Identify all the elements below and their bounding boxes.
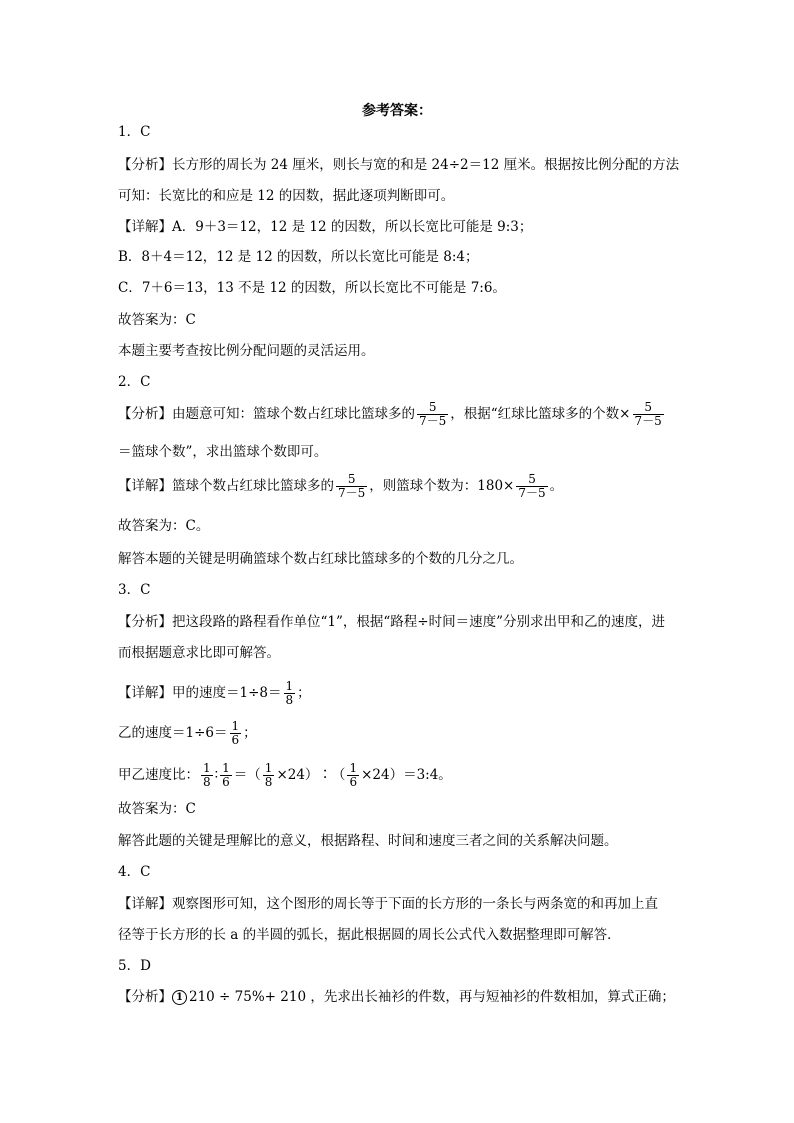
q4-detail-line2: 径等于长方形的长 a 的半圆的弧长，据此根据圆的周长公式代入数据整理即可解答．: [118, 927, 621, 943]
fraction: [417, 401, 448, 428]
q2-detail-text-a: 【详解】篮球个数占红球比篮球多的: [118, 478, 334, 494]
fraction: [201, 762, 213, 789]
q3-ratio-colon: ∶: [214, 767, 219, 783]
q3-detail-jia: [118, 680, 311, 707]
fraction-denominator: 6: [349, 775, 358, 789]
fraction-numerator: 1: [264, 761, 273, 775]
q2-detail-text-c: 。: [549, 478, 564, 494]
fraction-numerator: 1: [349, 761, 358, 775]
fraction-denominator: 7－5: [419, 414, 447, 428]
q3-ratio-eq: ＝（: [233, 767, 261, 783]
fraction-denominator: 8: [264, 775, 273, 789]
fraction: [284, 680, 296, 707]
fraction-denominator: 7－5: [338, 486, 366, 500]
circled-number-icon: 1: [172, 990, 187, 1005]
fraction-denominator: 8: [203, 775, 211, 789]
q5-number: 5．D: [118, 958, 151, 974]
fraction-denominator: 8: [285, 693, 294, 707]
q5-analysis-text: 210 ÷ 75%+ 210 ，先求出长袖衫的件数，再与短袖衫的件数相加，算式正确；: [189, 989, 675, 1005]
fraction: [633, 401, 664, 428]
q3-answer: 故答案为：C: [118, 801, 196, 817]
q1-analysis-line1: 【分析】长方形的周长为 24 厘米，则长与宽的和是 24÷2＝12 厘米。根据按比例分配的方法: [118, 157, 680, 173]
q3-ratio-label: 甲乙速度比：: [118, 767, 199, 783]
q3-detail-yi: [118, 720, 257, 747]
q2-detail-text-b: ，则篮球个数为：180×: [369, 478, 515, 494]
q1-analysis-line2: 可知：长宽比的和应是 12 的因数，据此逐项判断即可。: [118, 188, 455, 204]
fraction-numerator: 5: [528, 472, 536, 486]
fraction-denominator: 7－5: [634, 414, 662, 428]
q3-summary: 解答此题的关键是理解比的意义，根据路程、时间和速度三者之间的关系解决问题。: [118, 833, 618, 849]
fraction: [220, 762, 232, 789]
q3-yi-end: ；: [243, 725, 257, 741]
fraction-numerator: 5: [644, 400, 652, 414]
fraction-numerator: 5: [428, 400, 437, 414]
page-title: 参考答案：: [362, 103, 432, 119]
q2-analysis-text-a: 【分析】由题意可知：篮球个数占红球比篮球多的: [118, 406, 415, 422]
q3-jia-end: ；: [297, 685, 311, 701]
q1-detail-c: C．7＋6＝13，13 不是 12 的因数，所以长宽比不可能是 7:6。: [118, 280, 506, 296]
q3-number: 3．C: [118, 582, 151, 598]
q2-analysis-line2: ＝篮球个数”，求出篮球个数即可。: [118, 444, 328, 460]
q3-yi-text: 乙的速度＝1÷6＝: [118, 725, 228, 741]
q2-answer: 故答案为：C。: [118, 518, 210, 534]
q1-detail-a: 【详解】A．9＋3＝12，12 是 12 的因数，所以长宽比可能是 9:3；: [118, 219, 533, 235]
fraction-numerator: 1: [203, 761, 211, 775]
fraction-numerator: 1: [285, 679, 294, 693]
q3-analysis-line1: 【分析】把这段路的路程看作单位“1”，根据“路程÷时间＝速度”分别求出甲和乙的速度，进: [118, 614, 666, 630]
q3-jia-text: 【详解】甲的速度＝1÷8＝: [118, 685, 282, 701]
q1-summary: 本题主要考查按比例分配问题的灵活运用。: [118, 343, 375, 359]
fraction-numerator: 1: [231, 719, 240, 733]
q2-detail-line: [118, 473, 563, 500]
q3-detail-ratio: [118, 762, 452, 789]
fraction: [347, 762, 359, 789]
q3-ratio-mul: ×24）∶（: [276, 767, 346, 783]
q2-summary: 解答本题的关键是明确篮球个数占红球比篮球多的个数的几分之几。: [118, 551, 523, 567]
q4-detail-line1: 【详解】观察图形可知，这个图形的周长等于下面的长方形的一条长与两条宽的和再加上直: [118, 896, 658, 912]
q2-analysis-text-b: ，根据“红球比篮球多的个数×: [450, 406, 631, 422]
q1-number: 1．C: [118, 124, 151, 140]
fraction-denominator: 7－5: [518, 486, 546, 500]
q5-analysis-line: [118, 987, 675, 1007]
fraction-denominator: 6: [222, 775, 230, 789]
fraction-denominator: 6: [231, 733, 240, 747]
fraction: [230, 720, 242, 747]
fraction: [263, 762, 275, 789]
fraction: [516, 473, 547, 500]
q4-number: 4．C: [118, 864, 151, 880]
q3-analysis-line2: 而根据题意求比即可解答。: [118, 645, 280, 661]
q2-analysis-line1: [118, 401, 666, 428]
q2-number: 2．C: [118, 374, 151, 390]
q1-detail-b: B．8＋4＝12，12 是 12 的因数，所以长宽比可能是 8:4；: [118, 249, 479, 265]
fraction-numerator: 1: [222, 761, 230, 775]
q3-ratio-end: ×24）＝3:4。: [361, 767, 452, 783]
fraction: [336, 473, 367, 500]
q5-analysis-label: 【分析】: [118, 989, 172, 1005]
fraction-numerator: 5: [347, 472, 356, 486]
q1-answer: 故答案为：C: [118, 312, 196, 328]
